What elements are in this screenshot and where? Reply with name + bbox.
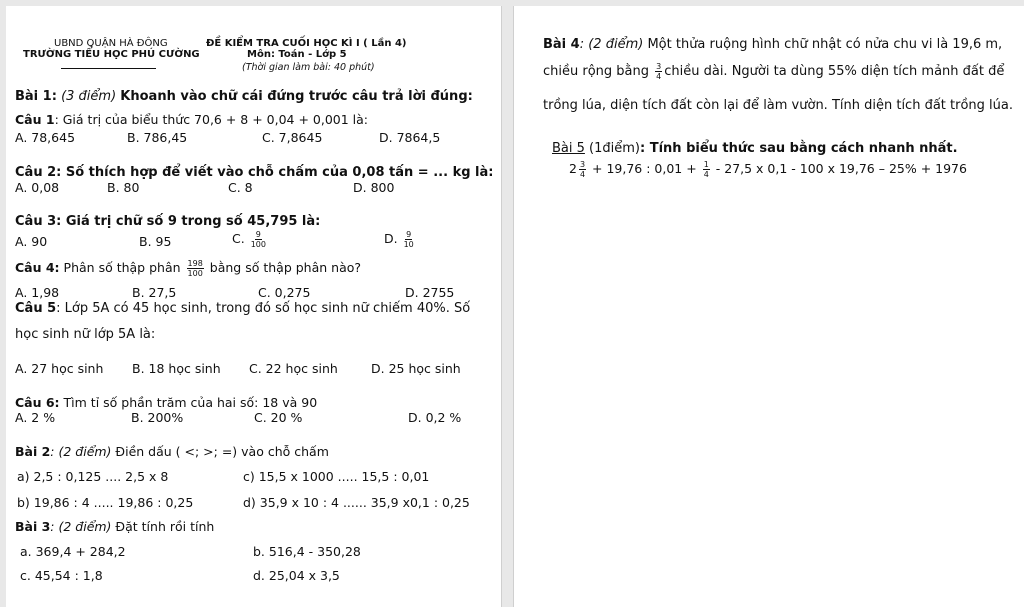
- bai4-text-line2-after: chiều dài. Người ta dùng 55% diện tích mảnh đất để: [664, 64, 1005, 79]
- fraction-denominator: 10: [403, 240, 414, 249]
- cau2-option-c: C. 8: [228, 180, 253, 195]
- cau1-question: [15, 112, 368, 127]
- cau5-question-line2: học sinh nữ lớp 5A là:: [15, 327, 156, 342]
- cau3-question: Câu 3: Giá trị chữ số 9 trong số 45,795 là:: [15, 214, 321, 229]
- cau4-text-before: Phân số thập phân: [63, 260, 181, 275]
- fraction-numerator: 9: [406, 230, 412, 239]
- cau1-option-d: D. 7864,5: [379, 130, 441, 145]
- bai4-line3: trồng lúa, diện tích đất còn lại để làm vườn. Tính diện tích đất trồng lúa.: [543, 98, 1013, 113]
- bai4-points: : (2 điểm): [579, 37, 644, 52]
- bai3-points: : (2 điểm): [50, 519, 112, 534]
- cau1-option-a: A. 78,645: [15, 130, 76, 145]
- fraction-numerator: 9: [255, 230, 261, 239]
- bai4-text-line2-before: chiều rộng bằng: [543, 64, 649, 79]
- bai2-label: Bài 2: [15, 444, 51, 459]
- bai4-fraction: [655, 62, 662, 81]
- cau3-option-d: [384, 230, 416, 249]
- bai1-heading: [15, 89, 473, 104]
- cau5-option-c: C. 22 học sinh: [249, 361, 338, 376]
- cau5-question-line1: [15, 301, 470, 316]
- bai5-heading: [552, 141, 958, 156]
- cau3-option-d-label: D.: [384, 231, 398, 246]
- cau5-option-a: A. 27 học sinh: [15, 361, 104, 376]
- bai3-item-d: d. 25,04 x 3,5: [253, 568, 340, 583]
- bai1-points: (3 điểm): [61, 89, 117, 104]
- bai3-heading: [15, 519, 214, 534]
- right-page: [513, 6, 1024, 607]
- cau4-option-c: C. 0,275: [258, 285, 311, 300]
- school-name: TRƯỜNG TIỂU HỌC PHÚ CƯỜNG: [23, 49, 200, 60]
- cau3-option-c-label: C.: [232, 231, 245, 246]
- exam-subject: Môn: Toán - Lớp 5: [247, 49, 347, 60]
- bai5-whole: 2: [569, 161, 577, 176]
- bai2-instruction: Điền dấu ( <; >; =) vào chỗ chấm: [115, 444, 329, 459]
- cau6-question: [15, 395, 317, 410]
- district-name: UBND QUẬN HÀ ĐÔNG: [54, 38, 168, 49]
- cau6-option-d: D. 0,2 %: [408, 410, 462, 425]
- cau5-text: : Lớp 5A có 45 học sinh, trong đó số học sinh nữ chiếm 40%. Số: [56, 301, 471, 316]
- bai2-item-d: d) 35,9 x 10 : 4 ...... 35,9 x0,1 : 0,25: [243, 495, 470, 510]
- bai5-tail: - 27,5 x 0,1 - 100 x 19,76 – 25% + 1976: [715, 161, 967, 176]
- fraction-denominator: 100: [187, 269, 203, 278]
- bai5-fraction-1: [579, 160, 586, 179]
- bai5-points: (1điểm): [584, 141, 640, 156]
- bai2-heading: [15, 444, 329, 459]
- fraction-numerator: 1: [703, 160, 709, 169]
- bai3-item-c: c. 45,54 : 1,8: [20, 568, 103, 583]
- header-underline: [61, 68, 156, 69]
- cau4-text-after: bằng số thập phân nào?: [209, 260, 362, 275]
- bai2-item-c: c) 15,5 x 1000 ..... 15,5 : 0,01: [243, 469, 430, 484]
- fraction-numerator: 3: [579, 160, 586, 169]
- cau4-option-a: A. 1,98: [15, 285, 60, 300]
- bai3-item-b: b. 516,4 - 350,28: [253, 544, 361, 559]
- cau6-option-c: C. 20 %: [254, 410, 303, 425]
- cau6-option-a: A. 2 %: [15, 410, 56, 425]
- cau1-option-b: B. 786,45: [127, 130, 188, 145]
- cau3-option-c: [232, 230, 268, 249]
- cau2-option-d: D. 800: [353, 180, 395, 195]
- cau3-option-b: B. 95: [139, 234, 172, 249]
- bai1-label: Bài 1:: [15, 89, 57, 104]
- bai5-fraction-2: [703, 160, 710, 179]
- bai5-expression: [569, 160, 967, 179]
- cau2-question: Câu 2: Số thích hợp để viết vào chỗ chấm của 0,08 tấn = ... kg là:: [15, 165, 494, 180]
- exam-title: ĐỀ KIỂM TRA CUỐI HỌC KÌ I ( Lần 4): [206, 38, 407, 49]
- cau4-option-d: D. 2755: [405, 285, 455, 300]
- bai1-instruction: Khoanh vào chữ cái đứng trước câu trả lời đúng:: [120, 89, 473, 104]
- fraction-denominator: 100: [250, 240, 266, 249]
- cau4-option-b: B. 27,5: [132, 285, 177, 300]
- fraction-denominator: 4: [579, 170, 586, 179]
- cau2-option-a: A. 0,08: [15, 180, 60, 195]
- cau3-option-a: A. 90: [15, 234, 48, 249]
- bai5-label: Bài 5: [552, 141, 585, 156]
- cau4-question: [15, 259, 361, 278]
- bai2-item-a: a) 2,5 : 0,125 .... 2,5 x 8: [17, 469, 169, 484]
- left-page: [6, 6, 502, 607]
- bai4-line1: [543, 37, 1002, 52]
- bai4-label: Bài 4: [543, 37, 580, 52]
- bai3-item-a: a. 369,4 + 284,2: [20, 544, 126, 559]
- fraction-denominator: 4: [703, 170, 709, 179]
- cau1-option-c: C. 7,8645: [262, 130, 323, 145]
- bai2-points: : (2 điểm): [50, 444, 112, 459]
- bai5-instruction: : Tính biểu thức sau bằng cách nhanh nhất.: [639, 141, 958, 156]
- cau3-option-d-fraction: [404, 230, 414, 249]
- cau4-fraction: [187, 259, 204, 278]
- cau5-option-b: B. 18 học sinh: [132, 361, 221, 376]
- cau2-option-b: B. 80: [107, 180, 140, 195]
- cau6-text: Tìm tỉ số phần trăm của hai số: 18 và 90: [63, 395, 318, 410]
- cau4-label: Câu 4:: [15, 260, 60, 275]
- cau6-option-b: B. 200%: [131, 410, 184, 425]
- cau6-label: Câu 6:: [15, 395, 60, 410]
- exam-duration: (Thời gian làm bài: 40 phút): [242, 62, 375, 73]
- bai4-line2: [543, 62, 1004, 81]
- bai3-instruction: Đặt tính rồi tính: [115, 519, 215, 534]
- cau5-option-d: D. 25 học sinh: [371, 361, 461, 376]
- bai5-mid: + 19,76 : 0,01 +: [592, 161, 697, 176]
- cau5-label: Câu 5: [15, 301, 57, 316]
- bai4-text-line1: Một thửa ruộng hình chữ nhật có nửa chu vi là 19,6 m,: [647, 37, 1003, 52]
- bai2-item-b: b) 19,86 : 4 ..... 19,86 : 0,25: [17, 495, 194, 510]
- cau3-option-c-fraction: [251, 230, 266, 249]
- fraction-denominator: 4: [656, 72, 662, 81]
- cau1-label: Câu 1: [15, 112, 55, 127]
- fraction-numerator: 3: [656, 62, 662, 71]
- cau1-text: : Giá trị của biểu thức 70,6 + 8 + 0,04 + 0,001 là:: [54, 112, 369, 127]
- fraction-numerator: 198: [187, 259, 203, 268]
- bai3-label: Bài 3: [15, 519, 51, 534]
